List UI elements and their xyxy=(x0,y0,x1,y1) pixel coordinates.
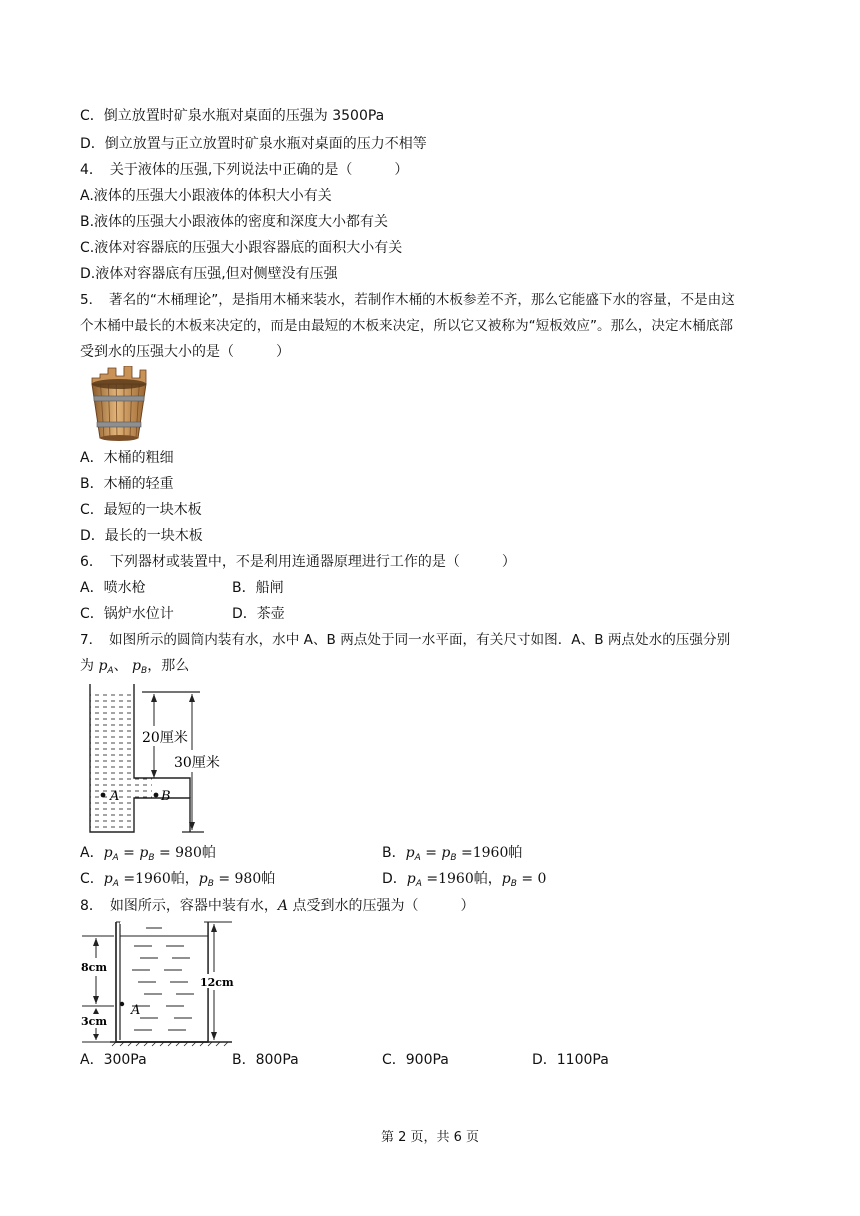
q4-option-c: C.液体对容器底的压强大小跟容器底的面积大小有关 xyxy=(80,240,403,256)
q5-stem-line1: 5． 著名的“木桶理论”，是指用木桶来装水，若制作木桶的木板参差不齐，那么它能盛下水的容量，不是由这 xyxy=(80,292,735,308)
q7-sub-a: A xyxy=(414,853,421,863)
q7-var-p: p xyxy=(103,845,113,861)
q5-stem-line2: 个木桶中最长的木板来决定的，而是由最短的木板来决定，所以它又被称为“短板效应”。那么，决定木桶底部 xyxy=(80,318,733,334)
q6-option-d: D．茶壶 xyxy=(232,606,285,622)
page-footer: 第 2 页，共 6 页 xyxy=(380,1130,480,1145)
q7-var-p: p xyxy=(405,845,415,861)
q7-sub-b: B xyxy=(450,853,457,863)
q7-label-a: A xyxy=(110,789,120,804)
q8-stem-prefix: 8． 如图所示，容器中装有水， xyxy=(80,898,278,914)
q8-option-d: D．1100Pa xyxy=(532,1052,609,1068)
q8-label-3: 3cm xyxy=(81,1015,107,1028)
q5-stem-line3: 受到水的压强大小的是（ ） xyxy=(80,344,290,360)
q7-var-p: p xyxy=(198,871,208,887)
q7-stem-prefix: 为 xyxy=(80,658,99,674)
q3-option-c: C．倒立放置时矿泉水瓶对桌面的压强为 3500Pa xyxy=(80,108,385,124)
q7-cylinder-figure xyxy=(86,680,236,838)
q7-sub-b: B xyxy=(141,666,148,676)
q7-sub-b: B xyxy=(148,853,155,863)
q7-option-c-letter: C． xyxy=(80,871,104,887)
q7-option-d-value1: =1960 xyxy=(421,871,474,887)
q7-unit: 帕 xyxy=(261,871,276,887)
q7-option-b-letter: B． xyxy=(382,845,406,861)
q8-label-12: 12cm xyxy=(200,976,234,989)
q4-option-d: D.液体对容器底有压强,但对侧壁没有压强 xyxy=(80,266,338,282)
q7-comma: ， xyxy=(184,871,199,887)
q8-option-a: A．300Pa xyxy=(80,1052,147,1068)
q8-stem-var: A xyxy=(277,898,289,914)
q7-option-a-letter: A． xyxy=(80,845,104,861)
q7-sub-a: A xyxy=(112,879,119,889)
q7-option-d-letter: D． xyxy=(382,871,407,887)
q6-option-c: C．锅炉水位计 xyxy=(80,606,174,622)
q7-option-c-value2: = 980 xyxy=(213,871,262,887)
q7-unit: 帕 xyxy=(473,871,488,887)
q3-option-d: D．倒立放置与正立放置时矿泉水瓶对桌面的压力不相等 xyxy=(80,136,427,152)
q7-label-20: 20厘米 xyxy=(142,730,188,746)
q7-var-p: p xyxy=(98,658,108,674)
q7-var-p: p xyxy=(103,871,113,887)
q7-stem-line2 xyxy=(80,656,189,681)
q8-label-8: 8cm xyxy=(81,961,107,974)
q7-option-d-value2: = 0 xyxy=(516,871,547,887)
q8-container-figure xyxy=(80,918,240,1048)
q8-option-c: C．900Pa xyxy=(382,1052,449,1068)
q7-option-a: A．$p_A = p_B = 980$帕 xyxy=(80,845,216,863)
q7-option-c xyxy=(80,869,275,894)
q7-stem-suffix: ，那么 xyxy=(147,658,190,674)
q7-unit: 帕 xyxy=(170,871,185,887)
q6-stem: 6． 下列器材或装置中，不是利用连通器原理进行工作的是（ ） xyxy=(80,554,516,570)
q7-label-30: 30厘米 xyxy=(174,755,220,771)
q4-option-a: A.液体的压强大小跟液体的体积大小有关 xyxy=(80,188,332,204)
q7-sub-b: B xyxy=(207,879,214,889)
q7-comma: ， xyxy=(487,871,502,887)
q7-sub-a: A xyxy=(112,853,119,863)
q6-option-b: B．船闸 xyxy=(232,580,284,596)
q7-option-a-value: = 980 xyxy=(154,845,202,861)
q8-option-b: B．800Pa xyxy=(232,1052,299,1068)
q7-sub-a: A xyxy=(415,879,422,889)
q8-stem-suffix: 点受到水的压强为（ ） xyxy=(288,898,475,914)
q7-separator: 、 xyxy=(113,658,128,674)
q8-label-a: A xyxy=(131,1003,141,1018)
q7-option-c-value1: =1960 xyxy=(118,871,171,887)
q7-option-b-value: =1960 xyxy=(456,845,509,861)
q5-option-c: C．最短的一块木板 xyxy=(80,502,202,518)
q7-option-b: B．$p_A = p_B =1960$帕 xyxy=(382,845,523,863)
q4-stem: 4． 关于液体的压强,下列说法中正确的是（ ） xyxy=(80,162,409,178)
q7-stem-line1: 7． 如图所示的圆筒内装有水，水中 A、B 两点处于同一水平面，有关尺寸如图．A、B 两点处水的压强分别 xyxy=(80,632,731,648)
q7-var-p: p xyxy=(139,845,149,861)
wooden-bucket-image xyxy=(86,366,152,442)
q7-sub-a: A xyxy=(107,666,114,676)
q7-var-p: p xyxy=(441,845,451,861)
q5-option-a: A．木桶的粗细 xyxy=(80,450,174,466)
q7-label-b: B xyxy=(161,789,171,804)
q5-option-d: D．最长的一块木板 xyxy=(80,528,203,544)
q7-option-d xyxy=(382,869,546,894)
q6-option-a: A．喷水枪 xyxy=(80,580,146,596)
q7-var-p: p xyxy=(132,658,142,674)
q4-option-b: B.液体的压强大小跟液体的密度和深度大小都有关 xyxy=(80,214,389,230)
q7-unit: 帕 xyxy=(508,845,523,861)
q5-option-b: B．木桶的轻重 xyxy=(80,476,174,492)
q7-var-p: p xyxy=(406,871,416,887)
q7-unit: 帕 xyxy=(201,845,216,861)
q7-sub-b: B xyxy=(510,879,517,889)
q7-var-p: p xyxy=(501,871,511,887)
q8-stem xyxy=(80,896,475,916)
